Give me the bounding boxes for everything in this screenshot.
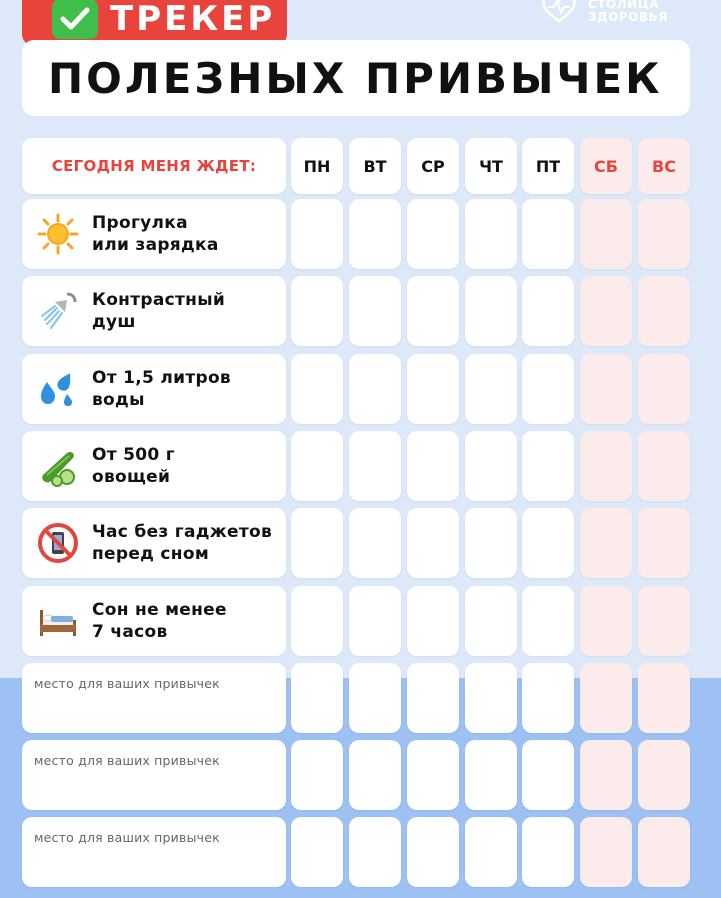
habit-row-3-checkbox-day-7[interactable]	[638, 354, 690, 424]
habit-row-4-checkbox-day-5[interactable]	[522, 431, 574, 501]
page-title-bar	[22, 40, 690, 116]
habit-label	[92, 289, 225, 333]
custom-row-2-checkbox-day-6[interactable]	[580, 740, 632, 810]
day-header-2: ВТ	[349, 138, 401, 194]
custom-row-3-checkbox-day-5[interactable]	[522, 817, 574, 887]
custom-row-3-checkbox-day-4[interactable]	[465, 817, 517, 887]
habit-label-line-1: Прогулка	[92, 213, 188, 233]
habit-row-1-checkbox-day-7[interactable]	[638, 199, 690, 269]
habit-row-1-checkbox-day-3[interactable]	[407, 199, 459, 269]
custom-row-1-checkbox-day-2[interactable]	[349, 663, 401, 733]
habit-row-5-checkbox-day-7[interactable]	[638, 508, 690, 578]
badge-label: ТРЕКЕР	[110, 0, 276, 39]
sun-icon	[36, 212, 80, 256]
habit-row-6-checkbox-day-1[interactable]	[291, 586, 343, 656]
habit-row-4-checkbox-day-3[interactable]	[407, 431, 459, 501]
habit-row-1-checkbox-day-1[interactable]	[291, 199, 343, 269]
bed-icon	[36, 599, 80, 643]
habit-row-label	[22, 586, 286, 656]
habit-row-4-checkbox-day-4[interactable]	[465, 431, 517, 501]
habit-row-4-checkbox-day-1[interactable]	[291, 431, 343, 501]
custom-row-3-checkbox-day-2[interactable]	[349, 817, 401, 887]
habit-row-3-checkbox-day-4[interactable]	[465, 354, 517, 424]
custom-row-2-checkbox-day-7[interactable]	[638, 740, 690, 810]
habit-row-1-checkbox-day-6[interactable]	[580, 199, 632, 269]
habit-row-5-checkbox-day-4[interactable]	[465, 508, 517, 578]
custom-row-2-checkbox-day-3[interactable]	[407, 740, 459, 810]
habit-row-3-checkbox-day-5[interactable]	[522, 354, 574, 424]
habit-label	[92, 521, 272, 565]
custom-habit-field[interactable]	[22, 817, 286, 887]
habit-label-line-2: душ	[92, 312, 136, 332]
custom-row-1-checkbox-day-5[interactable]	[522, 663, 574, 733]
habit-label-line-1: Сон не менее	[92, 600, 227, 620]
brand-logo	[540, 0, 720, 28]
custom-row-1-checkbox-day-7[interactable]	[638, 663, 690, 733]
today-prompt: СЕГОДНЯ МЕНЯ ЖДЕТ:	[22, 138, 286, 194]
custom-habit-field[interactable]	[22, 740, 286, 810]
habit-row-1-checkbox-day-5[interactable]	[522, 199, 574, 269]
custom-row-3-checkbox-day-6[interactable]	[580, 817, 632, 887]
habit-row-5-checkbox-day-3[interactable]	[407, 508, 459, 578]
habit-label-line-1: Час без гаджетов	[92, 522, 273, 542]
brand-line-2: ЗДОРОВЬЯ	[588, 10, 668, 24]
habit-label-line-1: От 500 г	[92, 445, 175, 465]
custom-row-2-checkbox-day-1[interactable]	[291, 740, 343, 810]
custom-row-3-checkbox-day-3[interactable]	[407, 817, 459, 887]
habit-row-label	[22, 276, 286, 346]
habit-label	[92, 367, 231, 411]
habit-row-2-checkbox-day-3[interactable]	[407, 276, 459, 346]
checkmark-icon	[52, 0, 98, 39]
custom-row-1-checkbox-day-4[interactable]	[465, 663, 517, 733]
habit-row-label	[22, 431, 286, 501]
custom-row-3-checkbox-day-1[interactable]	[291, 817, 343, 887]
habit-row-5-checkbox-day-2[interactable]	[349, 508, 401, 578]
habit-row-2-checkbox-day-4[interactable]	[465, 276, 517, 346]
habit-row-4-checkbox-day-2[interactable]	[349, 431, 401, 501]
habit-row-3-checkbox-day-1[interactable]	[291, 354, 343, 424]
habit-row-2-checkbox-day-5[interactable]	[522, 276, 574, 346]
day-header-3: СР	[407, 138, 459, 194]
habit-label-line-1: От 1,5 литров	[92, 368, 231, 388]
custom-row-1-checkbox-day-6[interactable]	[580, 663, 632, 733]
habit-row-5-checkbox-day-1[interactable]	[291, 508, 343, 578]
habit-label	[92, 444, 175, 488]
day-header-6: СБ	[580, 138, 632, 194]
habit-row-label	[22, 354, 286, 424]
custom-row-2-checkbox-day-5[interactable]	[522, 740, 574, 810]
habit-row-6-checkbox-day-4[interactable]	[465, 586, 517, 656]
habit-row-3-checkbox-day-2[interactable]	[349, 354, 401, 424]
habit-row-3-checkbox-day-3[interactable]	[407, 354, 459, 424]
no-phone-icon	[36, 521, 80, 565]
day-header-5: ПТ	[522, 138, 574, 194]
custom-habit-placeholder: место для ваших привычек	[34, 753, 220, 768]
habit-row-5-checkbox-day-6[interactable]	[580, 508, 632, 578]
habit-row-4-checkbox-day-7[interactable]	[638, 431, 690, 501]
habit-row-2-checkbox-day-2[interactable]	[349, 276, 401, 346]
custom-row-2-checkbox-day-4[interactable]	[465, 740, 517, 810]
habit-row-1-checkbox-day-4[interactable]	[465, 199, 517, 269]
custom-row-1-checkbox-day-3[interactable]	[407, 663, 459, 733]
habit-row-4-checkbox-day-6[interactable]	[580, 431, 632, 501]
cucumber-icon	[36, 444, 80, 488]
habit-row-6-checkbox-day-6[interactable]	[580, 586, 632, 656]
habit-row-1-checkbox-day-2[interactable]	[349, 199, 401, 269]
habit-label-line-2: овощей	[92, 467, 171, 487]
habit-row-3-checkbox-day-6[interactable]	[580, 354, 632, 424]
habit-row-2-checkbox-day-6[interactable]	[580, 276, 632, 346]
habit-label	[92, 212, 219, 256]
habit-label	[92, 599, 227, 643]
habit-label-line-2: или зарядка	[92, 235, 219, 255]
habit-label-line-2: воды	[92, 390, 145, 410]
habit-row-2-checkbox-day-1[interactable]	[291, 276, 343, 346]
habit-row-5-checkbox-day-5[interactable]	[522, 508, 574, 578]
custom-habit-placeholder: место для ваших привычек	[34, 676, 220, 691]
day-header-1: ПН	[291, 138, 343, 194]
habit-row-label	[22, 199, 286, 269]
page-title: ПОЛЕЗНЫХ ПРИВЫЧЕК	[48, 53, 663, 103]
custom-habit-placeholder: место для ваших привычек	[34, 830, 220, 845]
brand-line-1: СТОЛИЦА	[588, 0, 660, 11]
habit-label-line-1: Контрастный	[92, 290, 226, 310]
water-drops-icon	[36, 367, 80, 411]
habit-row-2-checkbox-day-7[interactable]	[638, 276, 690, 346]
habit-row-6-checkbox-day-5[interactable]	[522, 586, 574, 656]
custom-habit-field[interactable]	[22, 663, 286, 733]
habit-row-6-checkbox-day-2[interactable]	[349, 586, 401, 656]
habit-label-line-2: 7 часов	[92, 622, 168, 642]
custom-row-1-checkbox-day-1[interactable]	[291, 663, 343, 733]
day-header-7: ВС	[638, 138, 690, 194]
shower-icon	[36, 289, 80, 333]
habit-row-6-checkbox-day-3[interactable]	[407, 586, 459, 656]
habit-row-label	[22, 508, 286, 578]
custom-row-3-checkbox-day-7[interactable]	[638, 817, 690, 887]
habit-row-6-checkbox-day-7[interactable]	[638, 586, 690, 656]
heart-logo-icon	[540, 0, 578, 27]
custom-row-2-checkbox-day-2[interactable]	[349, 740, 401, 810]
day-header-4: ЧТ	[465, 138, 517, 194]
habit-label-line-2: перед сном	[92, 544, 210, 564]
